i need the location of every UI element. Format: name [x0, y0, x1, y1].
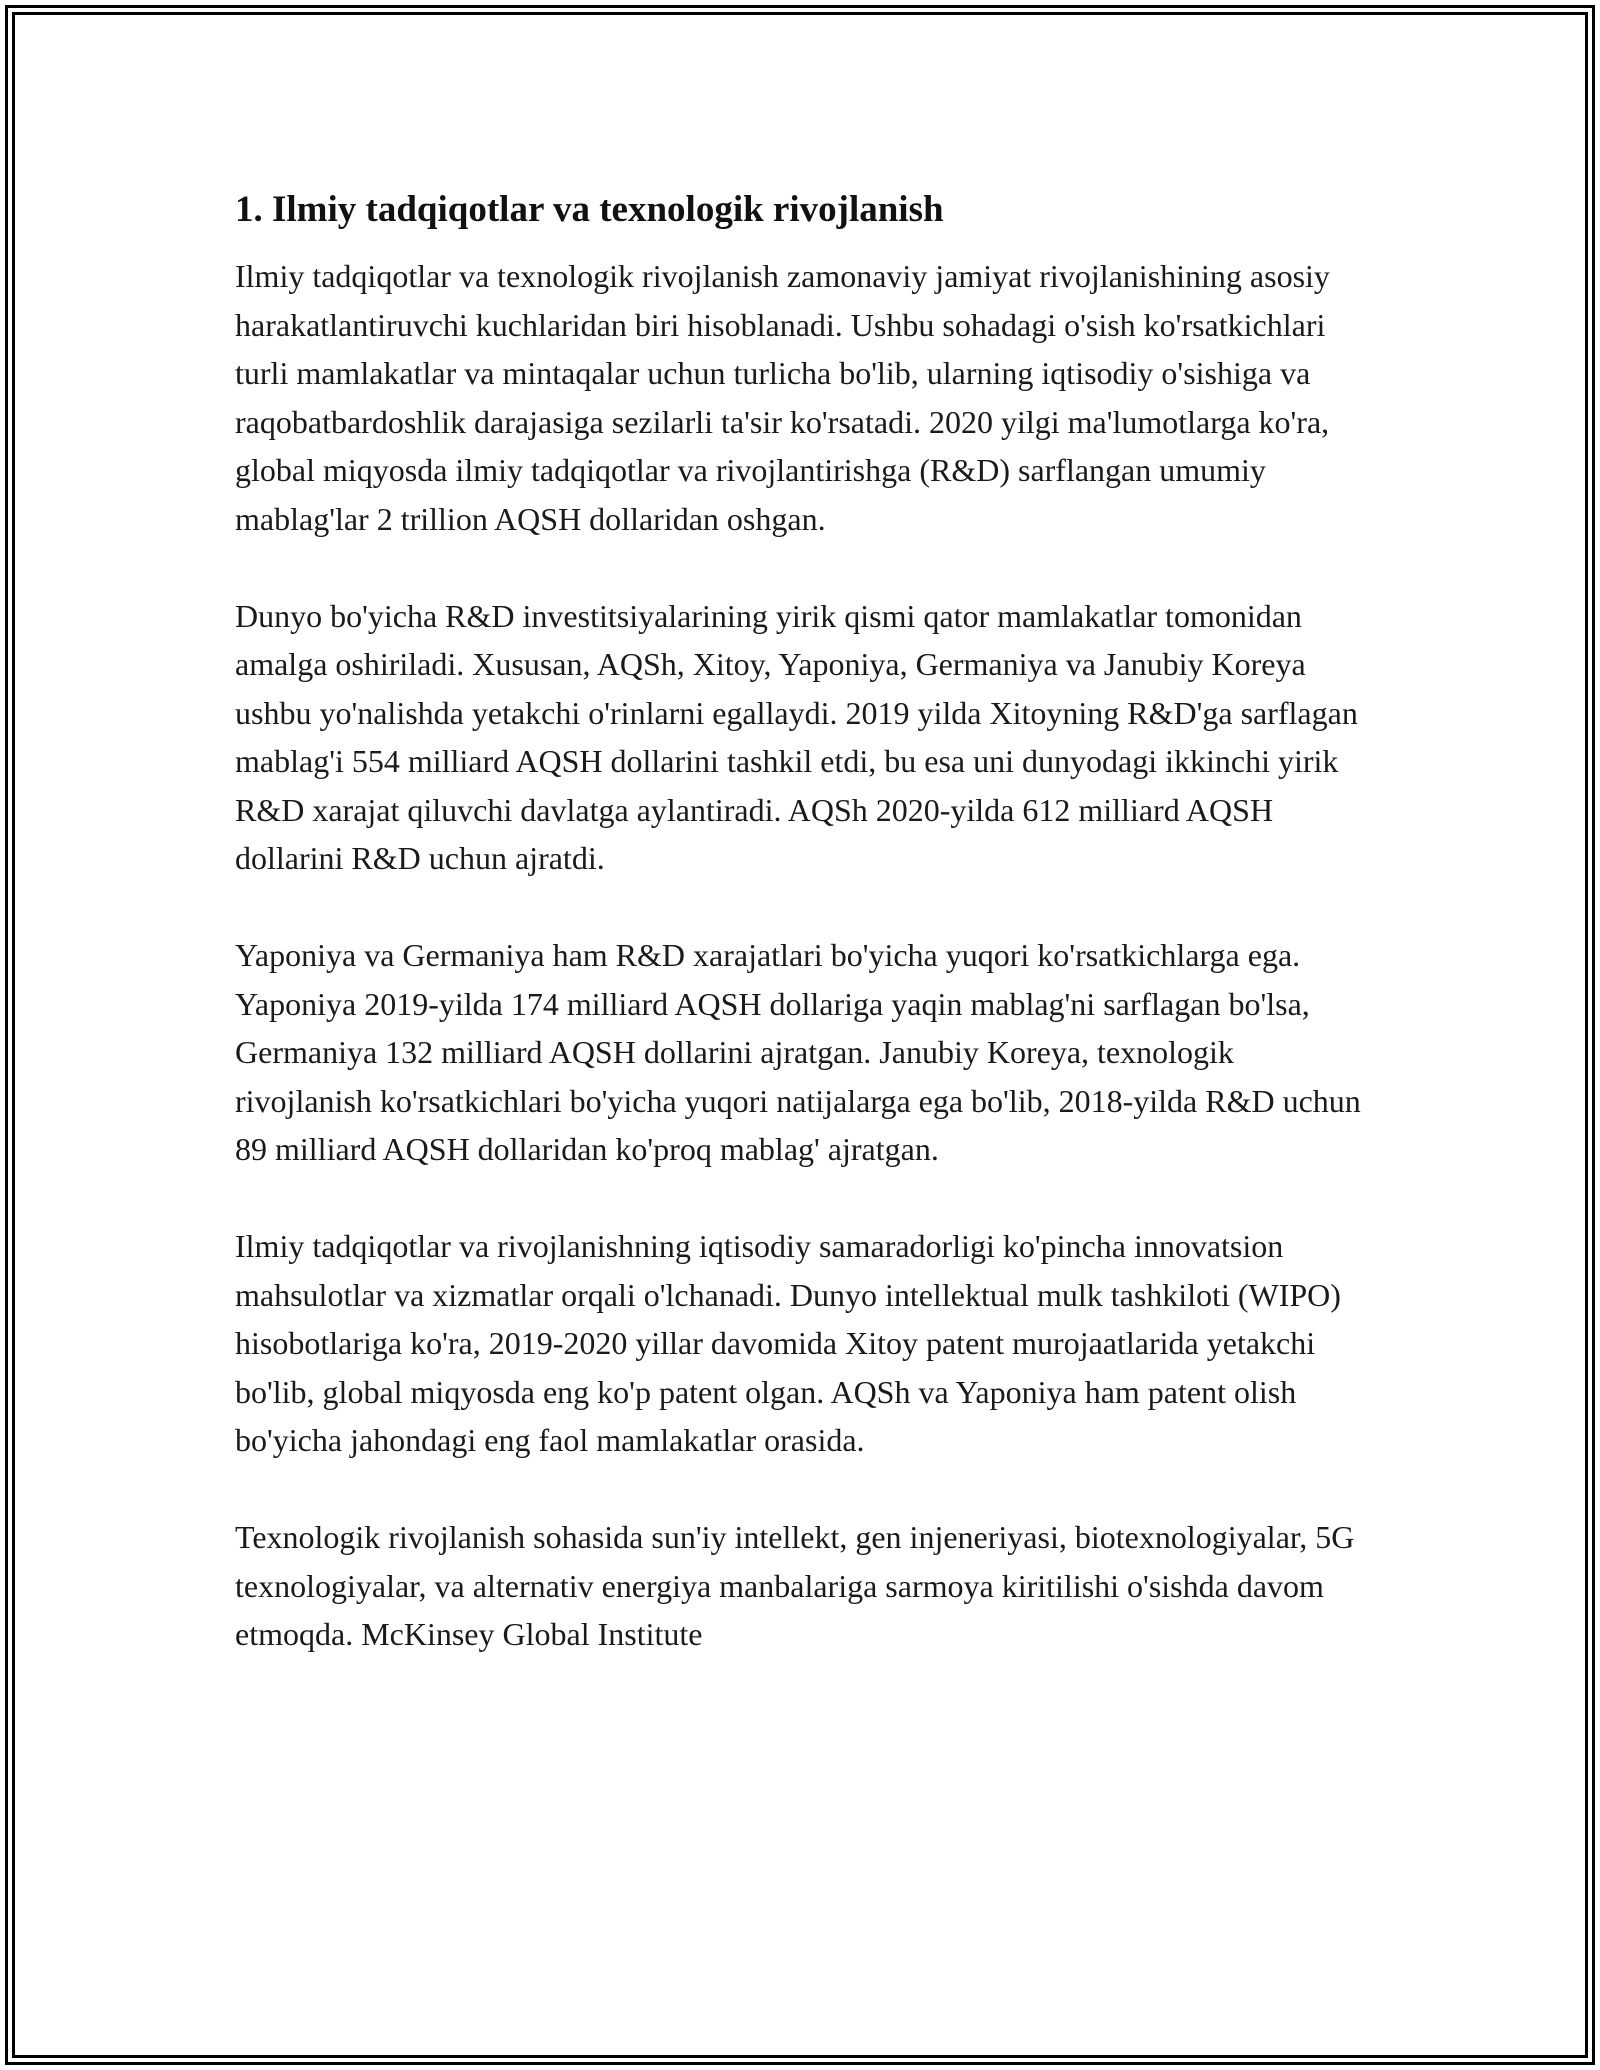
- paragraph-rd-overview: Ilmiy tadqiqotlar va texnologik rivojlanish zamonaviy jamiyat rivojlanishining asosiy harakatlantiruvchi kuchlaridan biri hisoblanadi. Ushbu sohadagi o'sish ko'rsatkichlari turli mamlakatlar va mintaqalar uchun turlicha bo'lib, ularning iqtisodiy o'sishiga va raqobatbardoshlik darajasiga sezilarli ta'sir ko'rsatadi. 2020 yilgi ma'lumotlarga ko'ra, global miqyosda ilmiy tadqiqotlar va rivojlantirishga (R&D) sarflangan umumiy mablag'lar 2 trillion AQSH dollaridan oshgan.: [235, 258, 1330, 537]
- document-body: [235, 186, 1370, 1707]
- paragraph-patents: Ilmiy tadqiqotlar va rivojlanishning iqtisodiy samaradorligi ko'pincha innovatsion mahsulotlar va xizmatlar orqali o'lchanadi. Dunyo intellektual mulk tashkiloti (WIPO) hisobotlariga ko'ra, 2019-2020 yillar davomida Xitoy patent murojaatlarida yetakchi bo'lib, global miqyosda eng ko'p patent olgan. AQSh va Yaponiya ham patent olish bo'yicha jahondagi eng faol mamlakatlar orasida.: [235, 1228, 1341, 1458]
- section-heading: 1. Ilmiy tadqiqotlar va texnologik rivojlanish: [235, 189, 944, 230]
- paragraph-japan-germany-korea: Yaponiya va Germaniya ham R&D xarajatlari bo'yicha yuqori ko'rsatkichlarga ega. Yaponiya 2019-yilda 174 milliard AQSH dollariga yaqin mablag'ni sarflagan bo'lsa, Germaniya 132 milliard AQSH dollarini ajratgan. Janubiy Koreya, texnologik rivojlanish ko'rsatkichlari bo'yicha yuqori natijalarga ega bo'lib, 2018-yilda R&D uchun 89 milliard AQSH dollaridan ko'proq mablag' ajratgan.: [235, 937, 1361, 1167]
- paragraph-technology-trends: Texnologik rivojlanish sohasida sun'iy intellekt, gen injeneriyasi, biotexnologiyalar, 5G texnologiyalar, va alternativ energiya manbalariga sarmoya kiritilishi o'sishda davom etmoqda. McKinsey Global Institute: [235, 1519, 1355, 1652]
- paragraph-rd-investments: Dunyo bo'yicha R&D investitsiyalarining yirik qismi qator mamlakatlar tomonidan amalga oshiriladi. Xususan, AQSh, Xitoy, Yaponiya, Germaniya va Janubiy Koreya ushbu yo'nalishda yetakchi o'rinlarni egallaydi. 2019 yilda Xitoyning R&D'ga sarflagan mablag'i 554 milliard AQSH dollarini tashkil etdi, bu esa uni dunyodagi ikkinchi yirik R&D xarajat qiluvchi davlatga aylantiradi. AQSh 2020-yilda 612 milliard AQSH dollarini R&D uchun ajratdi.: [235, 597, 1358, 876]
